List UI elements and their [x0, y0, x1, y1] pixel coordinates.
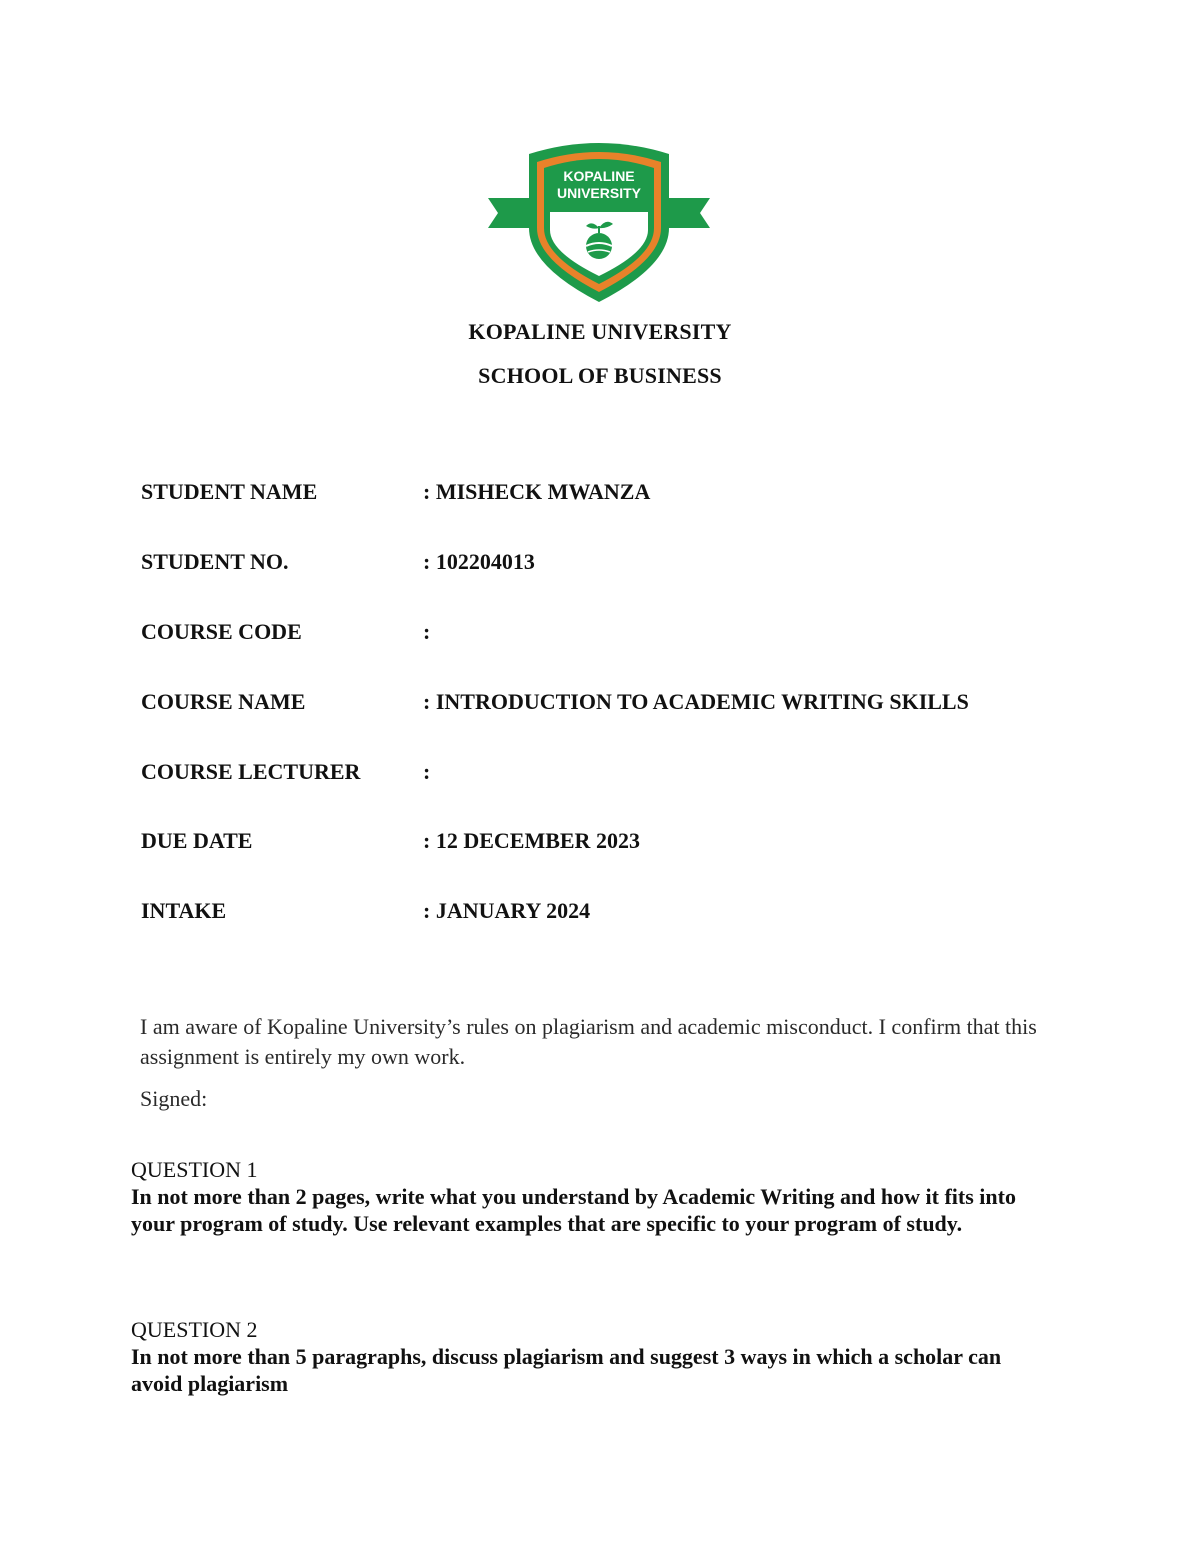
- due-date-label: DUE DATE: [141, 828, 253, 853]
- university-logo: [484, 136, 714, 304]
- student-no-label: STUDENT NO.: [141, 549, 289, 574]
- school-name: SCHOOL OF BUSINESS: [478, 363, 722, 388]
- student-name-value: : MISHECK MWANZA: [423, 479, 651, 504]
- course-lecturer-value: :: [423, 759, 431, 784]
- course-name-label: COURSE NAME: [141, 689, 306, 714]
- course-code-label: COURSE CODE: [141, 619, 302, 644]
- course-name-value: : INTRODUCTION TO ACADEMIC WRITING SKILLS: [423, 689, 969, 714]
- intake-label: INTAKE: [141, 898, 227, 923]
- question-1-body: In not more than 2 pages, write what you understand by Academic Writing and how it fits into your program of study. Use relevant examples that are specific to your program of study.: [131, 1184, 1016, 1236]
- intake-value: : JANUARY 2024: [423, 898, 591, 923]
- student-no-value: : 102204013: [423, 549, 535, 574]
- course-lecturer-label: COURSE LECTURER: [141, 759, 361, 784]
- question-2-body: In not more than 5 paragraphs, discuss plagiarism and suggest 3 ways in which a scholar can avoid plagiarism: [131, 1344, 1002, 1396]
- student-name-label: STUDENT NAME: [141, 479, 318, 504]
- plagiarism-declaration: I am aware of Kopaline University’s rules on plagiarism and academic misconduct. I confirm that this assignment is entirely my own work.: [140, 1014, 1037, 1069]
- question-2-title: QUESTION 2: [131, 1317, 258, 1342]
- logo-text-line2: UNIVERSITY: [556, 185, 642, 201]
- logo-text-line1: KOPALINE: [563, 168, 635, 184]
- university-name: KOPALINE UNIVERSITY: [468, 319, 732, 344]
- due-date-value: : 12 DECEMBER 2023: [423, 828, 640, 853]
- question-1-title: QUESTION 1: [131, 1157, 258, 1182]
- signed-label: Signed:: [140, 1086, 208, 1111]
- course-code-value: :: [423, 619, 431, 644]
